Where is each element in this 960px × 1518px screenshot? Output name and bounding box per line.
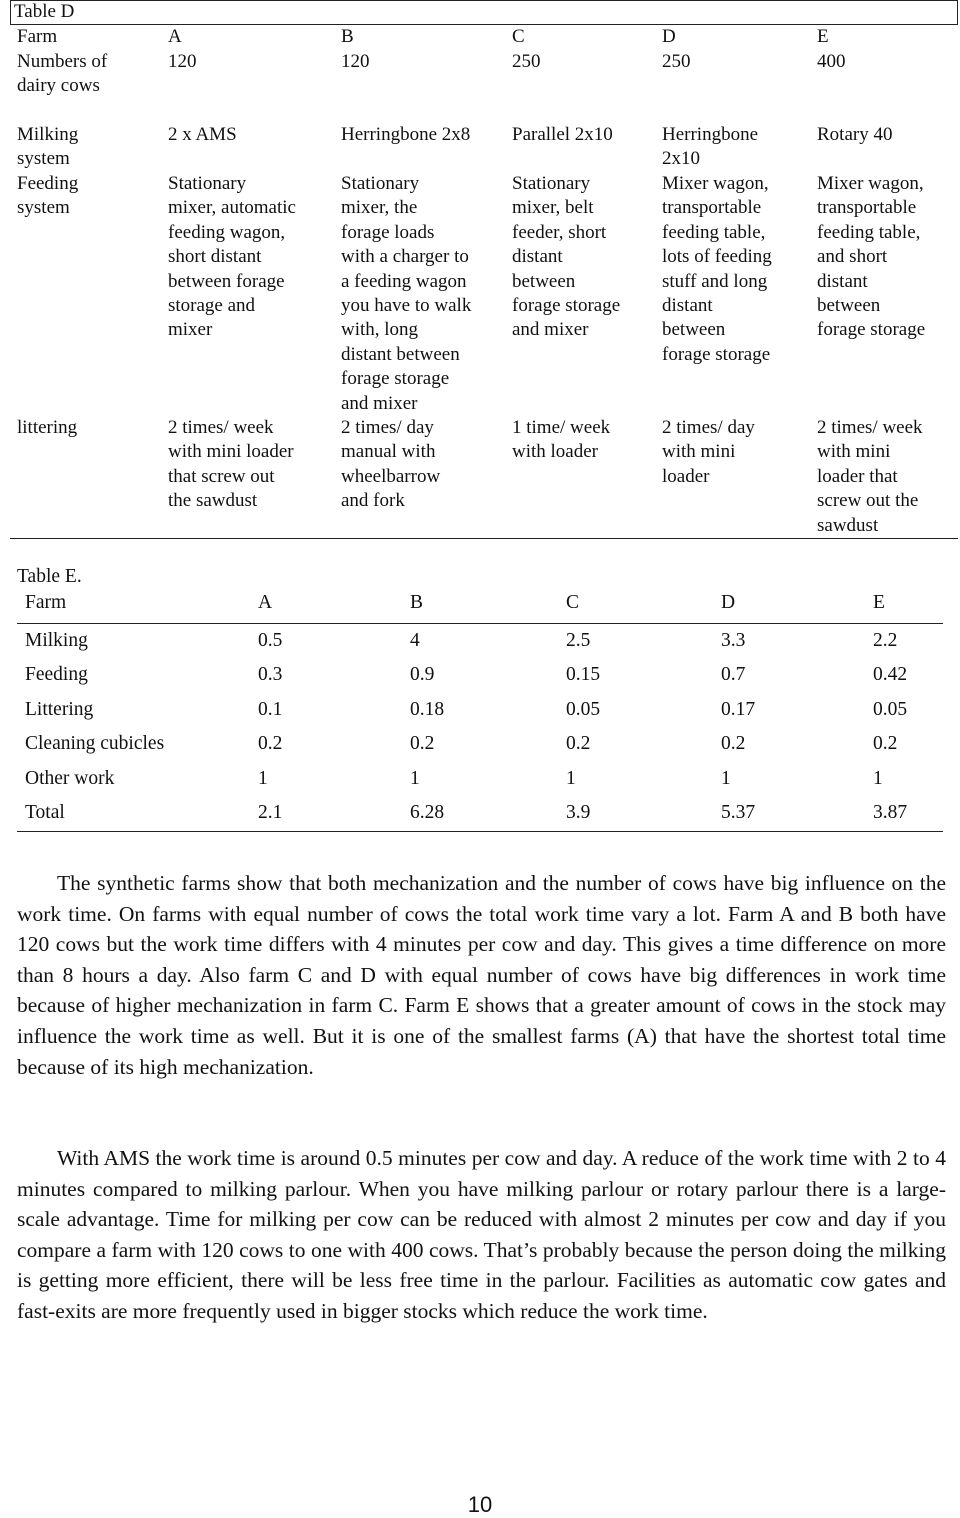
table-d-cell: Stationary mixer, the forage loads with a charger to a feeding wagon you have to walk with, long distant between forage storage and mixer <box>341 173 472 414</box>
table-d-row-label: Numbers of dairy cows <box>17 51 108 97</box>
table-e-cell: 0.2 <box>410 733 435 754</box>
table-d-col-a: A <box>168 26 182 47</box>
table-e-header-c: C <box>566 592 580 613</box>
table-d-row-label: littering <box>17 417 78 438</box>
table-d-cell: Herringbone 2x8 <box>341 124 471 145</box>
table-d-cell: 250 <box>512 51 541 72</box>
table-e-cell: 0.9 <box>410 664 435 685</box>
table-e-cell: 1 <box>258 768 268 789</box>
table-d-cell: Stationary mixer, automatic feeding wagon, short distant between forage storage and mixer <box>168 173 296 341</box>
table-d-cell: Stationary mixer, belt feeder, short distant between forage storage and mixer <box>512 173 621 341</box>
table-e-cell: 4 <box>410 630 420 651</box>
table-e-cell: 0.05 <box>566 699 601 720</box>
table-d-cell: Parallel 2x10 <box>512 124 613 145</box>
table-e-cell: 1 <box>721 768 731 789</box>
table-d-cell: 2 times/ week with mini loader that screw out the sawdust <box>817 417 923 536</box>
table-d-cell: 2 times/ day manual with wheelbarrow and fork <box>341 417 441 512</box>
table-e-cell: 2.5 <box>566 630 591 651</box>
table-d-row-label: Feeding system <box>17 173 79 219</box>
table-e-row-label: Total <box>25 802 65 823</box>
table-d-cell: 2 x AMS <box>168 124 237 145</box>
table-d-cell: Herringbone 2x10 <box>662 124 759 170</box>
table-e-cell: 2.1 <box>258 802 283 823</box>
table-d-row-label: Milking system <box>17 124 79 170</box>
table-d-cell: 120 <box>168 51 197 72</box>
table-d-col-e: E <box>817 26 829 47</box>
table-d-col-b: B <box>341 26 354 47</box>
table-e-cell: 3.9 <box>566 802 591 823</box>
table-d-col-c: C <box>512 26 525 47</box>
table-d-cell: Mixer wagon, transportable feeding table, lots of feeding stuff and long distant between forage storage <box>662 173 772 365</box>
table-e-cell: 2.2 <box>873 630 898 651</box>
table-e-cell: 0.17 <box>721 699 756 720</box>
table-d-cell: Mixer wagon, transportable feeding table, and short distant between forage storage <box>817 173 926 341</box>
table-d-cell: Rotary 40 <box>817 124 893 145</box>
table-d-farm-label: Farm <box>17 26 58 47</box>
table-e-row-label: Littering <box>25 699 94 720</box>
table-e-header-b: B <box>410 592 424 613</box>
table-d-col-d: D <box>662 26 676 47</box>
table-e-row-label: Cleaning cubicles <box>25 733 165 754</box>
table-e-cell: 5.37 <box>721 802 756 823</box>
table-e-cell: 0.2 <box>258 733 283 754</box>
table-e-cell: 0.2 <box>721 733 746 754</box>
table-d-cell: 2 times/ day with mini loader <box>662 417 755 487</box>
table-e-cell: 1 <box>410 768 420 789</box>
table-e-cell: 0.42 <box>873 664 908 685</box>
table-e-header-d: D <box>721 592 736 613</box>
table-d-cell: 400 <box>817 51 846 72</box>
table-e-cell: 0.2 <box>566 733 591 754</box>
table-e-cell: 0.3 <box>258 664 283 685</box>
page-number: 10 <box>467 1492 493 1517</box>
table-e-cell: 3.3 <box>721 630 746 651</box>
table-e-cell: 3.87 <box>873 802 908 823</box>
table-e-cell: 1 <box>566 768 576 789</box>
table-e-row-label: Milking <box>25 630 88 651</box>
table-d-cell: 2 times/ week with mini loader that screw out the sawdust <box>168 417 294 512</box>
table-e-cell: 0.15 <box>566 664 601 685</box>
body-paragraph: The synthetic farms show that both mechanization and the number of cows have big influence on the work time. On farms with equal number of cows the total work time vary a lot. Farm A and B both have 120 cows but the work time differs with 4 minutes per cow and day. This gives a time difference on more than 8 hours a day. Also farm C and D with equal number of cows have big differences in work time because of higher mechanization in farm C. Farm E shows that a greater amount of cows in the stock may influence the work time as well. But it is one of the smallest farms (A) that have the shortest total time because of its high mechanization. <box>17 871 946 1079</box>
table-e-header-a: A <box>258 592 273 613</box>
table-e-row-label: Feeding <box>25 664 88 685</box>
table-e-cell: 0.18 <box>410 699 445 720</box>
table-d-cell: 120 <box>341 51 370 72</box>
table-e-cell: 6.28 <box>410 802 445 823</box>
table-e-header-farm: Farm <box>25 592 67 613</box>
body-paragraph: With AMS the work time is around 0.5 minutes per cow and day. A reduce of the work time with 2 to 4 minutes compared to milking parlour. When you have milking parlour or rotary parlour there is a large-scale advantage. Time for milking per cow can be reduced with almost 2 minutes per cow and day if you compare a farm with 120 cows to one with 400 cows. That’s probably because the person doing the milking is getting more efficient, there will be less free time in the parlour. Facilities as automatic cow gates and fast-exits are more frequently used in bigger stocks which reduce the work time. <box>17 1146 946 1323</box>
table-e-row-label: Other work <box>25 768 115 789</box>
table-e-cell: 0.2 <box>873 733 898 754</box>
table-e-cell: 0.05 <box>873 699 908 720</box>
table-e-cell: 1 <box>873 768 883 789</box>
table-d-cell: 1 time/ week with loader <box>512 417 611 463</box>
table-e-caption: Table E. <box>17 566 82 587</box>
table-e-cell: 0.7 <box>721 664 746 685</box>
table-d-cell: 250 <box>662 51 691 72</box>
table-e-cell: 0.1 <box>258 699 283 720</box>
table-e-cell: 0.5 <box>258 630 283 651</box>
table-e-header-e: E <box>873 592 885 613</box>
table-d-caption: Table D <box>14 1 75 22</box>
